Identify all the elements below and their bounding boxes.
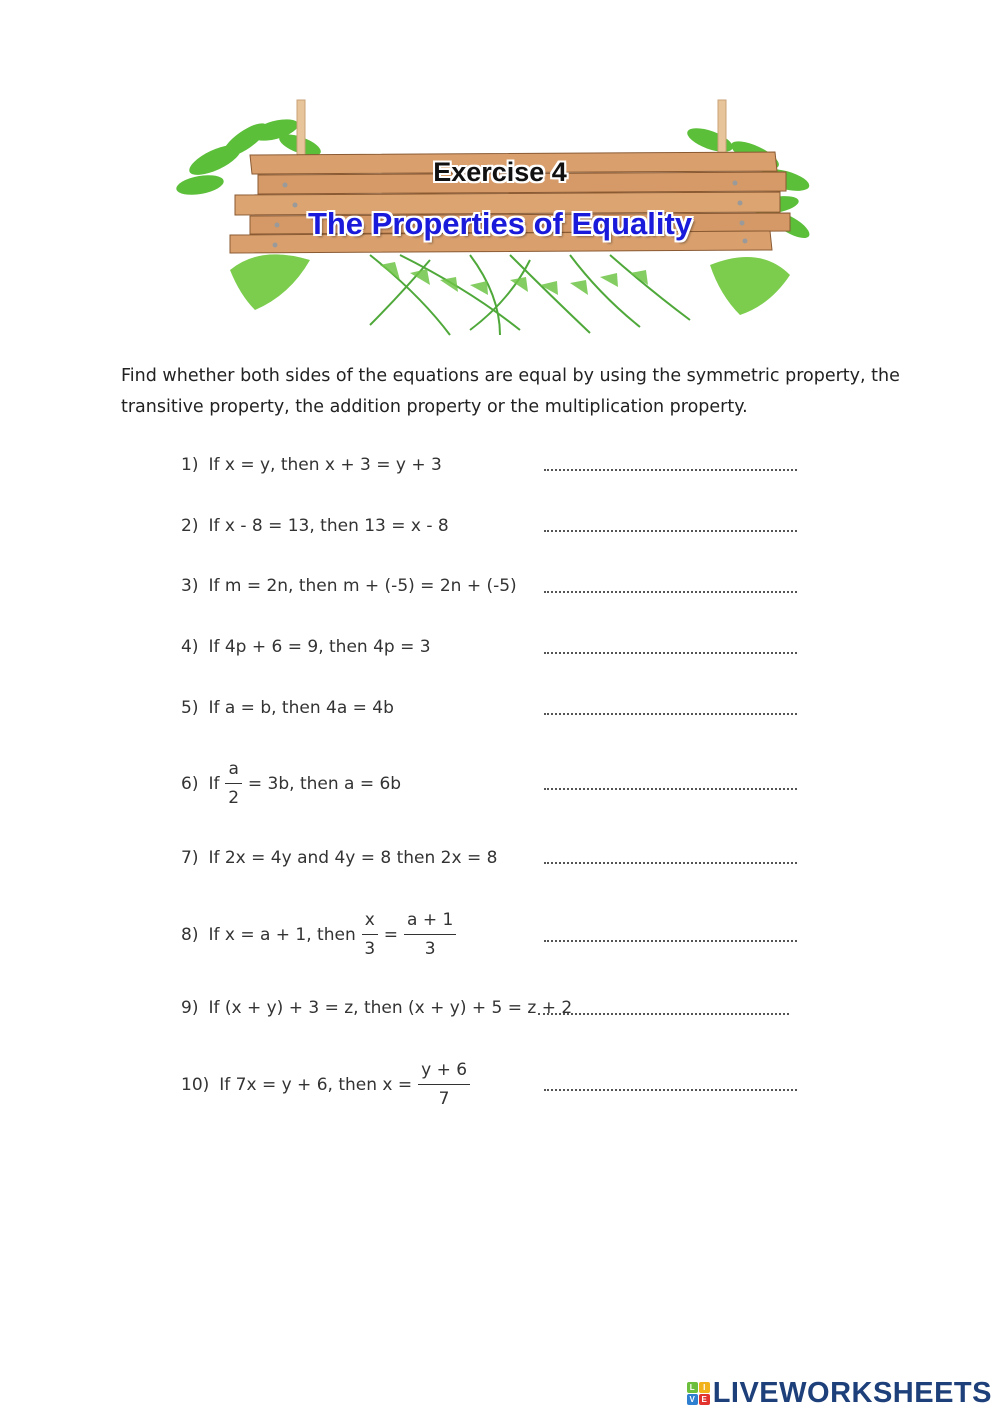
question-number: 5): [181, 698, 199, 718]
question-text: If a = b, then 4a = 4b: [208, 698, 394, 718]
palm-fronds: [370, 255, 690, 335]
question-text-pre: If: [208, 774, 220, 794]
question-number: 2): [181, 516, 199, 536]
question-8: [181, 905, 462, 965]
question-4: [181, 627, 431, 667]
question-number: 9): [181, 998, 199, 1018]
brand-name: LIVEWORKSHEETS: [712, 1377, 992, 1409]
numerator: x: [364, 909, 375, 930]
question-6: [181, 755, 401, 813]
answer-line-8[interactable]: [544, 938, 797, 942]
exercise-label: Exercise 4: [433, 157, 567, 187]
question-2: [181, 506, 449, 546]
question-number: 10): [181, 1075, 210, 1095]
numerator: a: [228, 758, 239, 779]
instructions-text: Find whether both sides of the equations are equal by using the symmetric property, the transitive property, the addition property or the multiplication property.: [121, 366, 900, 417]
answer-line-10[interactable]: [544, 1087, 797, 1091]
question-text: If x - 8 = 13, then 13 = x - 8: [208, 516, 449, 536]
fraction-a-over-2: [225, 758, 241, 809]
question-text: If 4p + 6 = 9, then 4p = 3: [208, 637, 431, 657]
answer-line-1[interactable]: [544, 467, 797, 471]
answer-line-6[interactable]: [544, 786, 797, 790]
question-1: [181, 445, 442, 485]
equals-sign: =: [383, 925, 399, 945]
live-logo-icon: [687, 1382, 710, 1405]
denominator: 2: [228, 788, 240, 809]
question-text-pre: If 7x = y + 6, then x =: [219, 1075, 413, 1095]
logo-letter-i: I: [699, 1382, 710, 1393]
logo-letter-v: V: [687, 1394, 698, 1405]
logo-letter-l: L: [687, 1382, 698, 1393]
numerator: a + 1: [407, 909, 454, 930]
question-number: 4): [181, 637, 199, 657]
question-number: 8): [181, 925, 199, 945]
question-9: [181, 988, 572, 1028]
question-text: If m = 2n, then m + (-5) = 2n + (-5): [208, 576, 517, 596]
denominator: 7: [438, 1089, 450, 1110]
question-number: 3): [181, 576, 199, 596]
fraction-a-plus-1-over-3: [404, 909, 456, 960]
question-7: [181, 838, 497, 878]
question-text: If 2x = 4y and 4y = 8 then 2x = 8: [208, 848, 498, 868]
question-text-pre: If x = a + 1, then: [208, 925, 356, 945]
question-text: If x = y, then x + 3 = y + 3: [208, 455, 442, 475]
answer-line-5[interactable]: [544, 711, 797, 715]
question-3: [181, 566, 517, 606]
liveworksheets-logo[interactable]: [687, 1377, 992, 1410]
worksheet-title: The Properties of Equality: [307, 206, 693, 241]
question-number: 7): [181, 848, 199, 868]
numerator: y + 6: [421, 1059, 468, 1080]
answer-line-3[interactable]: [544, 589, 797, 593]
question-text: If (x + y) + 3 = z, then (x + y) + 5 = z + 2: [208, 998, 573, 1018]
title-banner: [170, 95, 830, 340]
question-number: 1): [181, 455, 199, 475]
question-text-post: = 3b, then a = 6b: [247, 774, 402, 794]
question-5: [181, 688, 394, 728]
denominator: 3: [424, 939, 436, 960]
answer-line-2[interactable]: [544, 528, 797, 532]
question-number: 6): [181, 774, 199, 794]
answer-line-7[interactable]: [544, 860, 797, 864]
answer-line-4[interactable]: [544, 650, 797, 654]
answer-line-9[interactable]: [538, 1011, 789, 1015]
denominator: 3: [364, 939, 376, 960]
logo-letter-e: E: [699, 1394, 710, 1405]
fraction-y-plus-6-over-7: [418, 1059, 470, 1110]
fraction-x-over-3: [362, 909, 378, 960]
question-10: [181, 1056, 476, 1114]
